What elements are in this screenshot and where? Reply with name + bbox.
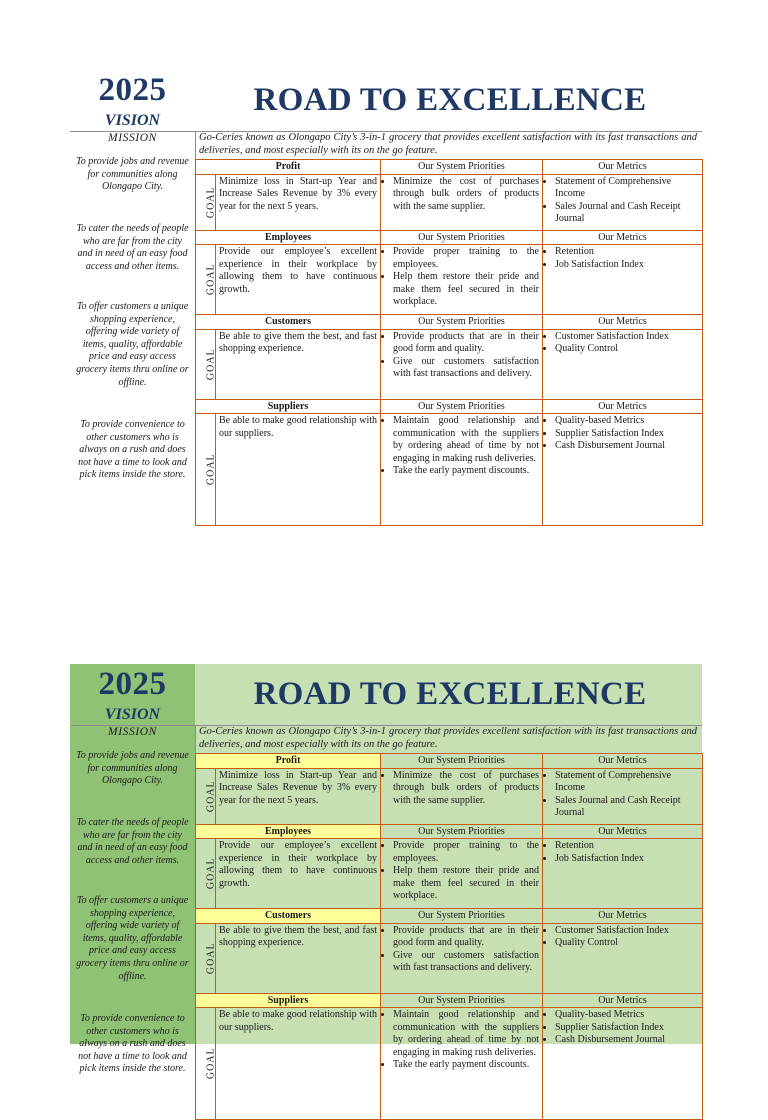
goal-label-cell	[196, 1008, 216, 1120]
priority-item: • Maintain good relationship and communication with the suppliers by ordering ahead of time by not engaging in making rush deliveries.	[393, 1009, 539, 1059]
section-header-row	[196, 315, 703, 330]
priority-item: • Help them restore their pride and make them feel secured in their workplace.	[393, 865, 539, 903]
goal-label-cell	[196, 768, 216, 824]
goal-text: Be able to give them the best, and fast shopping experience.	[216, 329, 381, 399]
metrics-header: Our Metrics	[543, 315, 703, 330]
priorities-header: Our System Priorities	[381, 824, 543, 839]
section-body-row	[196, 768, 703, 824]
metric-item: • Quality Control	[555, 343, 699, 356]
mission-item: To provide jobs and revenue for communities along Olongapo City.	[76, 156, 189, 193]
metric-item: • Statement of Comprehensive Income	[555, 770, 699, 795]
priorities-cell	[381, 329, 543, 399]
goal-label: GOAL	[205, 263, 217, 296]
priority-item: • Provide proper training to the employees.	[393, 246, 539, 271]
priorities-header: Our System Priorities	[381, 909, 543, 924]
vision-board	[70, 664, 702, 1080]
metrics-list	[546, 246, 699, 271]
section-header-row	[196, 160, 703, 175]
priorities-list	[384, 840, 539, 903]
mission-item: To cater the needs of people who are far from the city and in need of an easy food access and other items.	[76, 817, 189, 866]
metrics-header: Our Metrics	[543, 909, 703, 924]
metrics-cell	[543, 174, 703, 230]
metrics-list	[546, 840, 699, 865]
metrics-list	[546, 1009, 699, 1047]
metrics-header: Our Metrics	[543, 230, 703, 245]
priority-item: • Provide products that are in their good form and quality.	[393, 331, 539, 356]
goal-label: GOAL	[205, 453, 217, 486]
metric-item: • Retention	[555, 246, 699, 259]
metrics-list	[546, 415, 699, 453]
section-header-row	[196, 230, 703, 245]
section-body-row	[196, 923, 703, 993]
metric-item: • Quality-based Metrics	[555, 1009, 699, 1022]
metrics-cell	[543, 768, 703, 824]
goal-text: Be able to make good relationship with our suppliers.	[216, 414, 381, 526]
section-label: Profit	[196, 754, 381, 769]
priority-item: • Provide proper training to the employees.	[393, 840, 539, 865]
priorities-header: Our System Priorities	[381, 993, 543, 1008]
priorities-cell	[381, 923, 543, 993]
vision-statement: Go-Ceries known as Olongapo City’s 3-in-1 grocery that provides excellent satisfaction with its fast transactions and deliveries, and most especially with its on the go feature.	[199, 132, 697, 156]
priorities-list	[384, 770, 539, 808]
metric-item: • Customer Satisfaction Index	[555, 925, 699, 938]
metric-item: • Retention	[555, 840, 699, 853]
goal-label: GOAL	[205, 1047, 217, 1080]
vision-statement: Go-Ceries known as Olongapo City’s 3-in-1 grocery that provides excellent satisfaction with its fast transactions and deliveries, and most especially with its on the go feature.	[199, 726, 697, 750]
metric-item: • Cash Disbursement Journal	[555, 440, 699, 453]
mission-heading: MISSION	[108, 132, 157, 144]
metrics-cell	[543, 245, 703, 315]
metrics-header: Our Metrics	[543, 824, 703, 839]
mission-item: To provide convenience to other customers who is always on a rush and does not have a time to look and pick items inside the store.	[78, 419, 187, 481]
metric-item: • Statement of Comprehensive Income	[555, 176, 699, 201]
section-label: Suppliers	[196, 399, 381, 414]
goal-text: Minimize loss in Start-up Year and Increase Sales Revenue by 3% every year for the next 5 years.	[216, 174, 381, 230]
goal-label-cell	[196, 329, 216, 399]
section-body-row	[196, 1008, 703, 1120]
goal-label-cell	[196, 839, 216, 909]
section-body-row	[196, 245, 703, 315]
section-body-row	[196, 329, 703, 399]
metric-item: • Sales Journal and Cash Receipt Journal	[555, 201, 699, 226]
section-label: Profit	[196, 160, 381, 175]
priority-item: • Help them restore their pride and make them feel secured in their workplace.	[393, 271, 539, 309]
section-body-row	[196, 174, 703, 230]
section-body-row	[196, 839, 703, 909]
goal-label-cell	[196, 923, 216, 993]
goal-label: GOAL	[205, 942, 217, 974]
metric-item: • Job Satisfaction Index	[555, 259, 699, 272]
vision-year: 2025	[98, 72, 167, 108]
priorities-cell	[381, 414, 543, 526]
mission-item: To provide jobs and revenue for communities along Olongapo City.	[76, 750, 189, 787]
priorities-header: Our System Priorities	[381, 399, 543, 414]
priorities-list	[384, 925, 539, 975]
section-header-row	[196, 754, 703, 769]
metric-item: • Quality-based Metrics	[555, 415, 699, 428]
section-label: Customers	[196, 315, 381, 330]
goal-text: Minimize loss in Start-up Year and Increase Sales Revenue by 3% every year for the next 5 years.	[216, 768, 381, 824]
page-title: ROAD TO EXCELLENCE	[253, 676, 647, 712]
section-body-row	[196, 414, 703, 526]
metrics-list	[546, 925, 699, 950]
mission-item: To offer customers a unique shopping experience, offering wide variety of items, quality, affordable price and easy access grocery items thru online or offline.	[76, 301, 189, 388]
mission-item: To offer customers a unique shopping experience, offering wide variety of items, quality, affordable price and easy access grocery items thru online or offline.	[76, 895, 189, 982]
priority-item: • Give our customers satisfaction with fast transactions and delivery.	[393, 950, 539, 975]
metrics-cell	[543, 1008, 703, 1120]
metrics-header: Our Metrics	[543, 754, 703, 769]
goals-table	[195, 753, 703, 1120]
priorities-cell	[381, 245, 543, 315]
vision-label: VISION	[104, 706, 161, 723]
goal-label-cell	[196, 245, 216, 315]
priority-item: • Maintain good relationship and communication with the suppliers by ordering ahead of time by not engaging in making rush deliveries.	[393, 415, 539, 465]
priorities-list	[384, 1009, 539, 1072]
priorities-cell	[381, 1008, 543, 1120]
section-header-row	[196, 399, 703, 414]
metrics-list	[546, 176, 699, 226]
metrics-cell	[543, 923, 703, 993]
goal-text: Provide our employee’s excellent experience in their workplace by allowing them to have continuous growth.	[216, 245, 381, 315]
section-label: Customers	[196, 909, 381, 924]
section-header-row	[196, 909, 703, 924]
goal-text: Be able to make good relationship with our suppliers.	[216, 1008, 381, 1120]
vision-label: VISION	[104, 112, 161, 129]
section-label: Employees	[196, 824, 381, 839]
metric-item: • Job Satisfaction Index	[555, 853, 699, 866]
metric-item: • Sales Journal and Cash Receipt Journal	[555, 795, 699, 820]
metrics-cell	[543, 329, 703, 399]
priorities-list	[384, 176, 539, 214]
priority-item: • Give our customers satisfaction with fast transactions and delivery.	[393, 356, 539, 381]
priorities-cell	[381, 768, 543, 824]
metric-item: • Quality Control	[555, 937, 699, 950]
section-label: Suppliers	[196, 993, 381, 1008]
metrics-header: Our Metrics	[543, 399, 703, 414]
priorities-header: Our System Priorities	[381, 160, 543, 175]
metrics-list	[546, 770, 699, 820]
goal-label-cell	[196, 174, 216, 230]
priority-item: • Take the early payment discounts.	[393, 1059, 539, 1072]
section-header-row	[196, 993, 703, 1008]
metric-item: • Supplier Satisfaction Index	[555, 1022, 699, 1035]
goal-label: GOAL	[205, 186, 217, 218]
goals-table	[195, 159, 703, 526]
metric-item: • Supplier Satisfaction Index	[555, 428, 699, 441]
mission-item: To provide convenience to other customers who is always on a rush and does not have a time to look and pick items inside the store.	[78, 1013, 187, 1075]
goal-label: GOAL	[205, 348, 217, 380]
section-label: Employees	[196, 230, 381, 245]
metrics-cell	[543, 414, 703, 526]
priority-item: • Provide products that are in their good form and quality.	[393, 925, 539, 950]
vision-board	[70, 70, 702, 530]
metrics-header: Our Metrics	[543, 160, 703, 175]
section-header-row	[196, 824, 703, 839]
mission-item: To cater the needs of people who are far from the city and in need of an easy food access and other items.	[76, 223, 189, 272]
priority-item: • Minimize the cost of purchases through bulk orders of products with the same supplier.	[393, 176, 539, 214]
metrics-header: Our Metrics	[543, 993, 703, 1008]
priorities-cell	[381, 174, 543, 230]
metric-item: • Cash Disbursement Journal	[555, 1034, 699, 1047]
metrics-cell	[543, 839, 703, 909]
priority-item: • Minimize the cost of purchases through bulk orders of products with the same supplier.	[393, 770, 539, 808]
priorities-header: Our System Priorities	[381, 315, 543, 330]
priorities-list	[384, 415, 539, 478]
priorities-cell	[381, 839, 543, 909]
goal-label-cell	[196, 414, 216, 526]
goal-text: Provide our employee’s excellent experience in their workplace by allowing them to have continuous growth.	[216, 839, 381, 909]
priority-item: • Take the early payment discounts.	[393, 465, 539, 478]
mission-heading: MISSION	[108, 726, 157, 738]
goal-label: GOAL	[205, 780, 217, 812]
priorities-list	[384, 331, 539, 381]
metrics-list	[546, 331, 699, 356]
goal-text: Be able to give them the best, and fast shopping experience.	[216, 923, 381, 993]
metric-item: • Customer Satisfaction Index	[555, 331, 699, 344]
page-title: ROAD TO EXCELLENCE	[253, 82, 647, 118]
vision-year: 2025	[98, 666, 167, 702]
priorities-list	[384, 246, 539, 309]
goal-label: GOAL	[205, 857, 217, 890]
priorities-header: Our System Priorities	[381, 230, 543, 245]
priorities-header: Our System Priorities	[381, 754, 543, 769]
